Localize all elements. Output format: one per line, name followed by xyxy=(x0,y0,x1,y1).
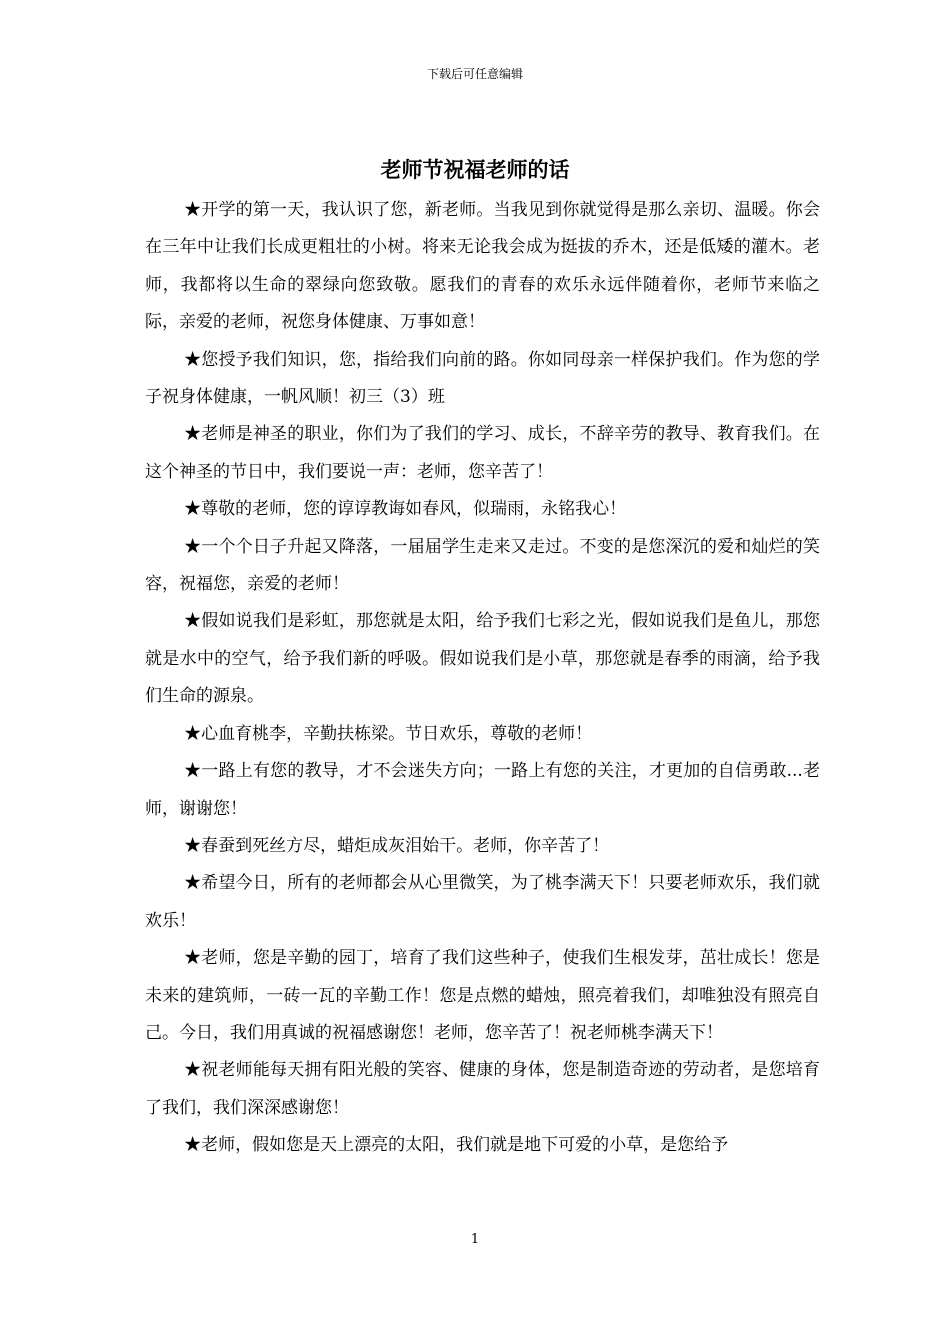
paragraph: ★一个个日子升起又降落，一届届学生走来又走过。不变的是您深沉的爱和灿烂的笑容，祝福您，亲爱的老师！ xyxy=(145,536,820,595)
paragraph: ★老师，假如您是天上漂亮的太阳，我们就是地下可爱的小草，是您给予 xyxy=(184,1135,729,1156)
paragraph: ★希望今日，所有的老师都会从心里微笑，为了桃李满天下！只要老师欢乐，我们就欢乐！ xyxy=(145,873,820,931)
paragraph: ★老师是神圣的职业，你们为了我们的学习、成长，不辞辛劳的教导、教育我们。在这个神圣的节日中，我们要说一声：老师，您辛苦了！ xyxy=(145,424,820,482)
paragraph: ★心血育桃李，辛勤扶栋梁。节日欢乐，尊敬的老师！ xyxy=(184,723,593,744)
paragraph: ★一路上有您的教导，才不会迷失方向；一路上有您的关注，才更加的自信勇敢...老师，谢谢您！ xyxy=(145,761,820,819)
document-title: 老师节祝福老师的话 xyxy=(380,158,570,182)
paragraph: ★尊敬的老师，您的谆谆教诲如春风，似瑞雨，永铭我心！ xyxy=(184,499,627,520)
paragraph: ★开学的第一天，我认识了您，新老师。当我见到你就觉得是那么亲切、温暖。你会在三年中让我们长成更粗壮的小树。将来无论我会成为挺拔的乔木，还是低矮的灌木。老师，我都将以生命的翠绿向您致敬。愿我们的青春的欢乐永远伴随着你，老师节来临之际，亲爱的老师，祝您身体健康、万事如意！ xyxy=(145,200,820,333)
paragraph: ★假如说我们是彩虹，那您就是太阳，给予我们七彩之光，假如说我们是鱼儿，那您就是水中的空气，给予我们新的呼吸。假如说我们是小草，那您就是春季的雨滴，给予我们生命的源泉。 xyxy=(145,611,820,707)
page-header: 下载后可任意编辑 xyxy=(426,67,523,81)
document-body xyxy=(145,192,820,1165)
paragraph: ★您授予我们知识，您，指给我们向前的路。你如同母亲一样保护我们。作为您的学子祝身体健康，一帆风顺！初三（3）班 xyxy=(145,349,820,408)
paragraph: ★祝老师能每天拥有阳光般的笑容、健康的身体，您是制造奇迹的劳动者，是您培育了我们，我们深深感谢您！ xyxy=(145,1060,820,1118)
paragraph: ★老师，您是辛勤的园丁，培育了我们这些种子，使我们生根发芽，茁壮成长！您是未来的建筑师，一砖一瓦的辛勤工作！您是点燃的蜡烛，照亮着我们，却唯独没有照亮自己。今日，我们用真诚的祝福感谢您！老师，您辛苦了！祝老师桃李满天下！ xyxy=(145,948,820,1043)
paragraph: ★春蚕到死丝方尽，蜡炬成灰泪始干。老师，你辛苦了！ xyxy=(184,835,610,856)
page-number: 1 xyxy=(470,1232,480,1247)
